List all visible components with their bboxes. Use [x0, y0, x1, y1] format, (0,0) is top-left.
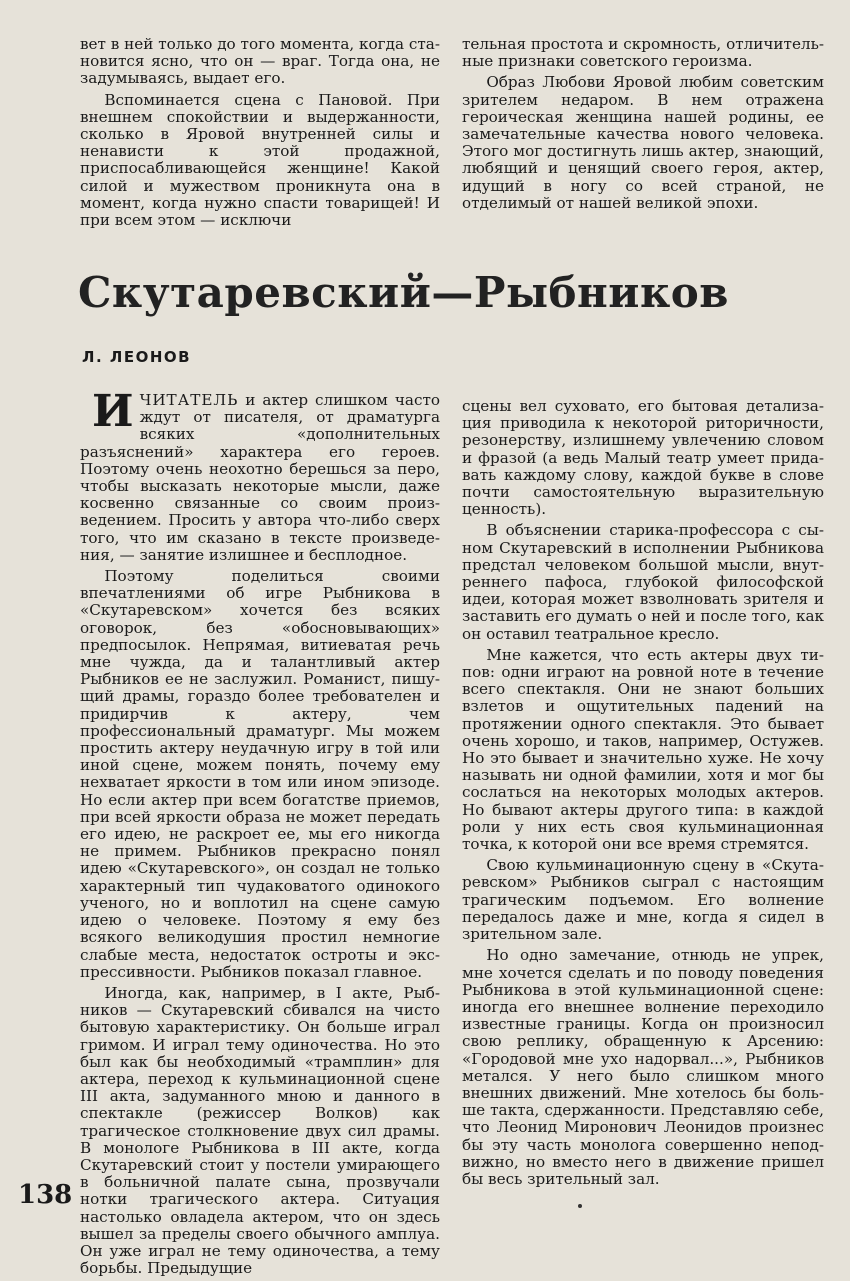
paragraph: Мне кажется, что есть актеры двух типов: одни играют на ровной ноте в течение всего спектакля. Они не знают больших взлетов и ощутительных падений на протяжении одного спектакля. Это бывает очень хорошо, и таков, например, Остужев. Но это бывает и значительно хуже. Не хочу называть ни одной фамилии, хотя и мог бы сослаться на некоторых молодых актеров. Но бывают актеры другого типа: в каждой роли у них есть своя кульминационная точка, к которой они все время стремятся. — [462, 645, 824, 854]
paragraph: тельная простота и скромность, отличительные признаки советского героизма. — [462, 35, 824, 71]
page-number: 138 — [18, 1180, 73, 1210]
paragraph: Вспоминается сцена с Пановой. При внешнем спокойствии и выдержанности, сколько в Яровой внутренней силы и ненависти к этой продажной, приспосабливающейся женщине! Какой силой и мужеством проникнута она в момент, когда нужно спасти товарищей! И при всем этом — исключи — [80, 90, 440, 230]
paragraph: Свою кульминационную сцену в «Скутаревском» Рыбников сыграл с настоящим трагическим подъемом. Его волнение передалось даже и мне, когда я сидел в зрительном зале. — [462, 856, 824, 944]
lead-text: и актер слишком часто ждут от писателя, от драматурга всяких «дополнительных разъяснений» характера его героев. Поэтому очень неохотно берешься за перо, чтобы высказать некоторые мысли, даже косвенно связанные со своим произведением. Просить у автора что-либо сверх того, что им сказано в тексте произведения, — занятие излишнее и бесплодное. — [80, 391, 440, 564]
paragraph: вет в ней только до того момента, когда становится ясно, что он — враг. Тогда она, не задумываясь, выдает его. — [80, 35, 440, 88]
previous-article-left-column — [80, 36, 440, 233]
paragraph: Поэтому поделиться своими впечатлениями об игре Рыбникова в «Скутаревском» хочется без всяких оговорок, без «обосновывающих» предпосылок. Непрямая, витиеватая речь мне чужда, да и талантливый актер Рыбников ее не заслужил. Романист, пишущий драмы, гораздо более требователен и придирчив к актеру, чем профессиональный драматург. Мы можем простить актеру неудачную игру в той или иной сцене, можем понять, почему ему нехватает яркости в том или ином эпизоде. Но если актер при всем богатстве приемов, при всей яркости образа не может передать его идею, не раскроет ее, мы его никогда не примем. Рыбников прекрасно понял идею «Скутаревского», он создал не только характерный тип чудаковатого одинокого ученого, но и воплотил на сцене самую идею о человеке. Поэтому я ему без всякого великодушия простил немногие слабые места, недостаток остроты и экспрессивности. Рыбников показал главное. — [80, 567, 440, 981]
printer-dot — [578, 1204, 582, 1208]
lead-first-word: ЧИТАТЕЛЬ — [139, 391, 239, 409]
lead-paragraph — [80, 386, 440, 564]
previous-article-right-column — [462, 36, 824, 216]
article-author: Л. ЛЕОНОВ — [82, 348, 192, 366]
article-left-column — [80, 386, 440, 1281]
paragraph: сцены вел суховато, его бытовая детализация приводила к некоторой риторичности, резонерству, излишнему увлечению словом и фразой (а ведь Малый театр умеет придавать каждому слову, каждой букве в слове почти самостоятельную выразительную ценность). — [462, 397, 824, 519]
paragraph: Но одно замечание, отнюдь не упрек, мне хочется сделать и по поводу поведения Рыбникова в этой кульминационной сцене: иногда его внешнее волнение переходило известные границы. Когда он произносил свою реплику, обращенную к Арсению: «Городовой мне ухо надорвал...», Рыбников метался. У него было слишком много внешних движений. Мне хотелось бы больше такта, сдержанности. Представляю себе, что Леонид Миронович Леонидов произнес бы эту часть монолога совершенно неподвижно, но вместо него в движение пришел бы весь зрительный зал. — [462, 946, 824, 1188]
paragraph: Иногда, как, например, в I акте, Рыбников — Скутаревский сбивался на чисто бытовую характеристику. Он больше играл гримом. И играл тему одиночества. Но это был как бы необходимый «трамплин» для актера, переход к кульминационной сцене III акта, задуманного мною и данного в спектакле (режиссер Волков) как трагическое столкновение двух сил драмы. В монологе Рыбникова в III акте, когда Скутаревский стоит у постели умирающего в больничной палате сына, прозвучали нотки трагического актера. Ситуация настолько овладела актером, что он здесь вышел за пределы своего обычного амплуа. Он уже играл не тему одиночества, а тему борьбы. Предыдущие — [80, 983, 440, 1278]
paragraph: Образ Любови Яровой любим советским зрителем недаром. В нем отражена героическая женщина нашей родины, ее замечательные качества нового человека. Этого мог достигнуть лишь актер, знающий, любящий и ценящий своего героя, актер, идущий в ногу со всей страной, не отделимый от нашей великой эпохи. — [462, 73, 824, 212]
article-right-column — [462, 398, 824, 1192]
drop-cap: И — [92, 386, 134, 437]
paragraph: В объяснении старика-профессора с сыном Скутаревский в исполнении Рыбникова предстал человеком большой мысли, внутреннего пафоса, глубокой философской идеи, которая может взволновать зрителя и заставить его думать о ней и после того, как он оставил театральное кресло. — [462, 521, 824, 643]
article-title: Скутаревский—Рыбников — [78, 268, 729, 317]
